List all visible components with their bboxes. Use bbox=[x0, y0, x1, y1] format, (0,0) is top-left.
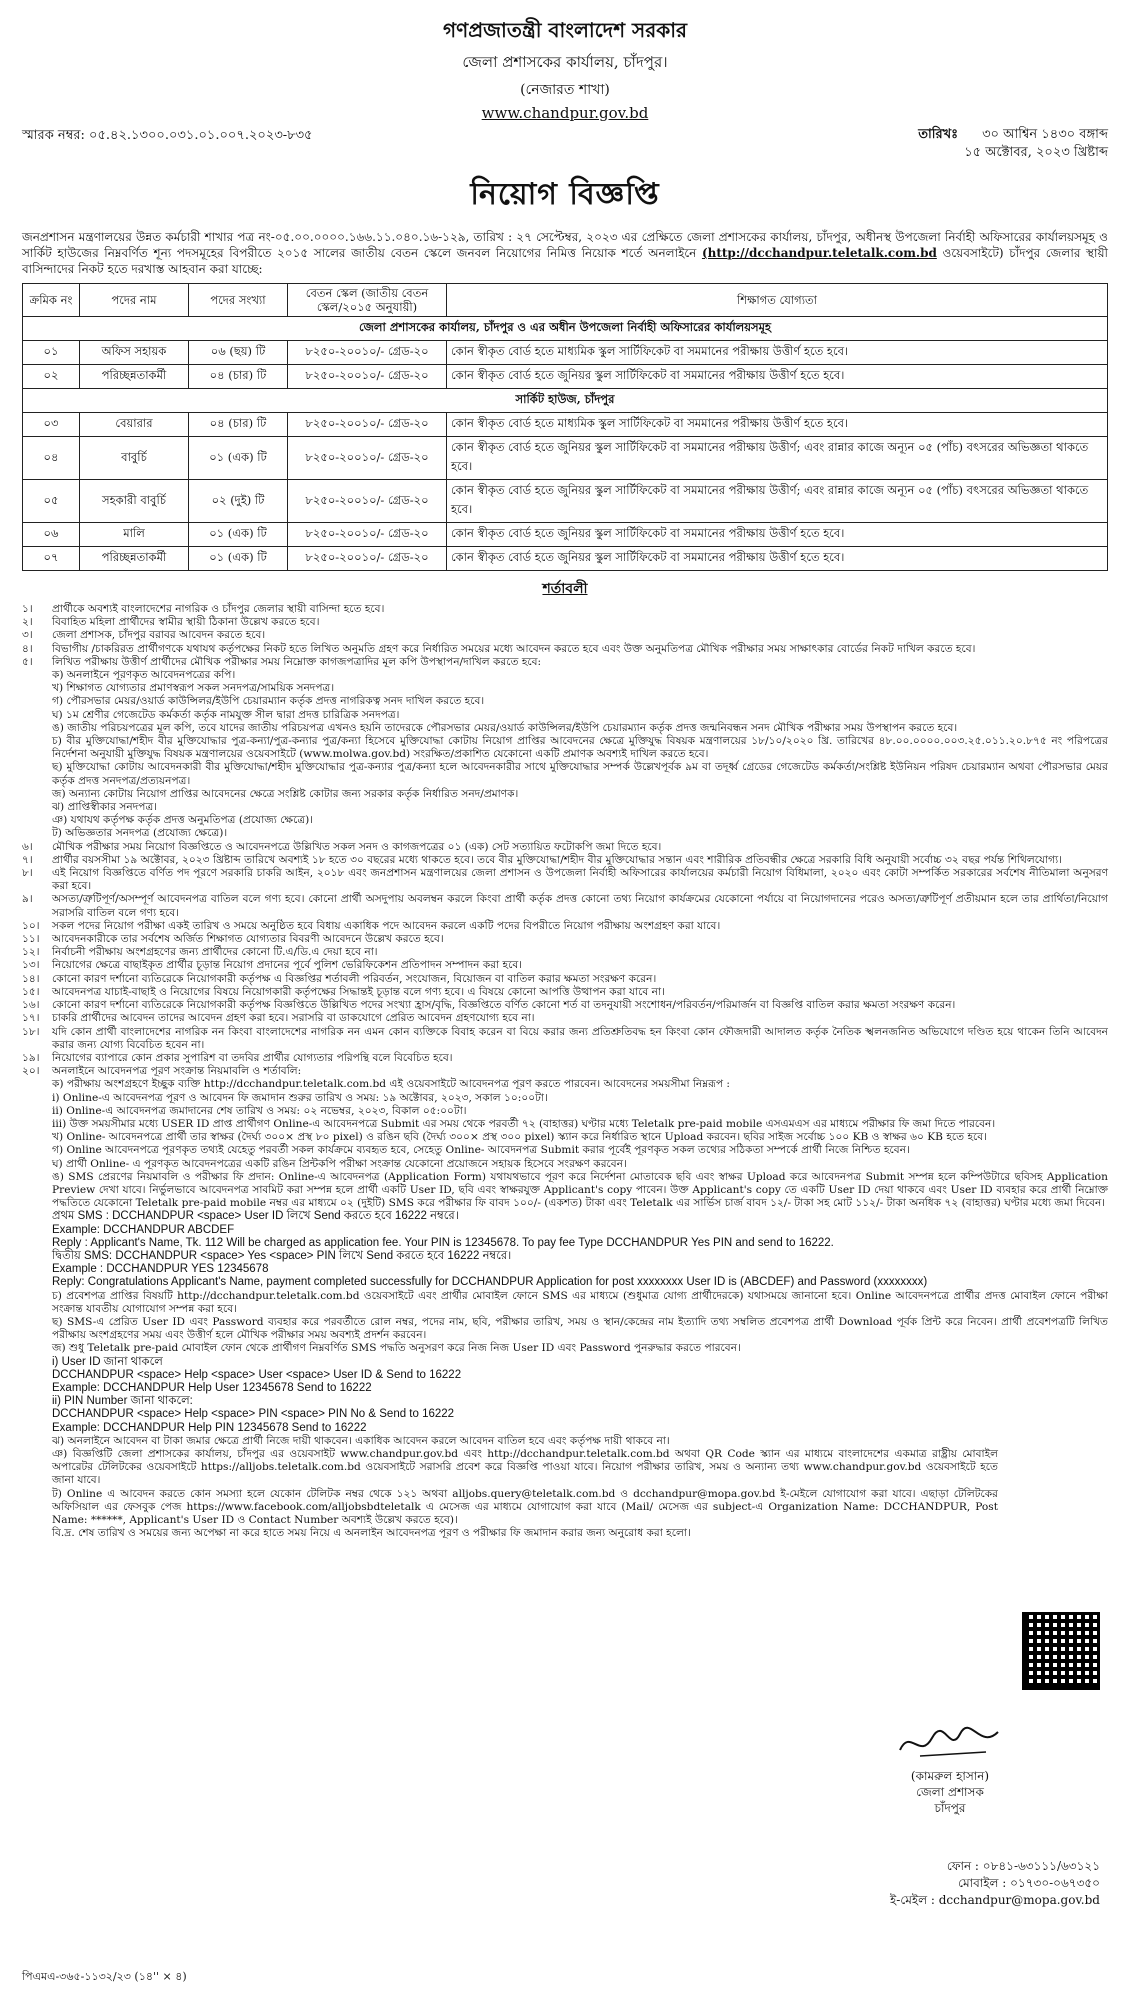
condition-item bbox=[22, 986, 1108, 999]
cell-post: অফিস সহায়ক bbox=[80, 341, 189, 365]
document-item: গ) পৌরসভার মেয়র/ওয়ার্ড কাউন্সিলর/ইউপি চেয়ারম্যান কর্তৃক প্রদত্ত নাগরিকত্ব সনদ দাখিল করতে হবে। bbox=[52, 695, 485, 708]
condition-number: ৪। bbox=[22, 642, 33, 655]
condition-text: যদি কোন প্রার্থী বাংলাদেশের নাগরিক নন কিংবা বাংলাদেশের নাগরিক নন এমন কোন ব্যক্তিকে বিবাহ করেন বা বিয়ে করার জন্য প্রতিশ্রুতিবদ্ধ হন কিংবা কোন ফৌজদারী আদালত কর্তৃক নৈতিক স্খলনজনিত অভিযোগে দণ্ডিত হয়ে থাকেন তিনি আবেদন করার জন্য যোগ্য বিবেচিত হবেন না। bbox=[52, 1025, 1108, 1051]
condition-item bbox=[22, 999, 1108, 1012]
intro-text: জনপ্রশাসন মন্ত্রণালয়ের উন্নত কর্মচারী শাখার পত্র নং-০৫.০০.০০০০.১৬৬.১১.০৪০.১৬-১২৯, তারিখ : ২৭ সেপ্টেম্বর, ২০২৩ এর প্রেক্ষিতে জেলা প্রশাসকের কার্যালয়, চাঁদপুর, অধীনস্থ উপজেলা নির্বাহী অফিসারের কার্যালয়সমূহ ও সার্কিট হাউজের নিম্নবর্ণিত শূন্য পদসমূহের বিপরীতে ২০১৫ সালের জাতীয় বেতন স্কেলে জনবল নিয়োগের নিমিত্ত নিয়োক শর্তে অনলাইনে bbox=[22, 230, 1108, 260]
condition-number: ১১। bbox=[22, 933, 40, 946]
document-item: খ) শিক্ষাগত যোগ্যতার প্রমাণস্বরূপ সকল সনদপত্র/সাময়িক সনদপত্র। bbox=[52, 682, 335, 695]
table-row bbox=[23, 413, 1108, 437]
cell-serial: ০২ bbox=[23, 365, 80, 389]
cell-scale: ৮২৫০-২০০১০/- গ্রেড-২০ bbox=[288, 437, 447, 480]
condition-text: মৌখিক পরীক্ষার সময় নিয়োগ বিজ্ঞপ্তিতে ও আবেদনপত্রে উল্লিখিত সকল সনদ ও কাগজপত্রের ০১ (এক) সেট সত্যায়িত ফটোকপি জমা দিতে হবে। bbox=[52, 840, 662, 853]
condition-item bbox=[22, 1026, 1108, 1052]
recover-user-title: i) User ID জানা থাকলে bbox=[52, 1355, 163, 1368]
contact-email[interactable]: ই-মেইল : dcchandpur@mopa.gov.bd bbox=[890, 1893, 1100, 1907]
condition-number: ১৬। bbox=[22, 999, 40, 1012]
print-code: পিএমএ-৩৬৫-১১৩২/২৩ (১৪'' × ৪) bbox=[22, 1970, 187, 1983]
online-rule: জ) শুধু Teletalk pre-paid মোবাইল ফোন থেকে প্রার্থীগণ নিম্নবর্ণিত SMS পদ্ধতি অনুসরণ করে নিজ নিজ User ID এবং Password পুনরুদ্ধার করতে পারবেন। bbox=[52, 1342, 741, 1355]
cell-qualification: কোন স্বীকৃত বোর্ড হতে জুনিয়র স্কুল সার্টিফিকেট বা সমমানের পরীক্ষায় উত্তীর্ণ হতে হবে। bbox=[447, 547, 1108, 571]
online-rule: iii) উক্ত সময়সীমার মধ্যে USER ID প্রাপ্ত প্রার্থীগণ Online-এ আবেদনপত্রে Submit এর সময় থেকে পরবর্তী ৭২ (বাহাত্তর) ঘণ্টার মধ্যে Teletalk pre-paid mobile এসএমএস এর মাধ্যমে পরীক্ষার ফি জমা দিতে পারবেন। bbox=[52, 1117, 996, 1130]
table-section-title: জেলা প্রশাসকের কার্যালয়, চাঁদপুর ও এর অধীন উপজেলা নির্বাহী অফিসারের কার্যালয়সমূহ bbox=[23, 317, 1108, 341]
condition-number: ১২। bbox=[22, 946, 40, 959]
condition-text: কোনো কারণ দর্শানো ব্যতিরেকে নিয়োগকারী কর্তৃপক্ষ বিজ্ঞপ্তিতে উল্লিখিত পদের সংখ্যা হ্রাস/বৃদ্ধি, বিজ্ঞপ্তিতে বর্ণিত কোনো শর্ত বা তদনুযায়ী সংশোধন/পরিবর্তন/পরিমার্জন বা বিজ্ঞপ্তি বাতিল করার ক্ষমতা সংরক্ষণ করেন। bbox=[52, 999, 956, 1012]
date-label: তারিখঃ bbox=[918, 127, 959, 142]
online-rule: ii) Online-এ আবেদনপত্র জমাদানের শেষ তারিখ ও সময়: ০২ নভেম্বর, ২০২৩, বিকাল ০৫:০০টা। bbox=[52, 1104, 467, 1117]
condition-item bbox=[22, 920, 1108, 933]
recover-pin-command: DCCHANDPUR <space> Help <space> PIN <space> PIN No & Send to 16222 bbox=[52, 1408, 455, 1421]
cell-scale: ৮২৫০-২০০১০/- গ্রেড-২০ bbox=[288, 480, 447, 523]
sms2-reply: Reply: Congratulations Applicant's Name, payment completed successfully for DCCHANDPUR Application for post xxxxxxxx User ID is (ABCDEF) and Password (xxxxxxxx) bbox=[52, 1276, 928, 1289]
table-row bbox=[23, 341, 1108, 365]
condition-number: ২০। bbox=[22, 1065, 40, 1078]
document-item: ক) অনলাইনে পূরণকৃত আবেদনপত্রের কপি। bbox=[52, 669, 236, 682]
cell-post: পরিচ্ছন্নতাকর্মী bbox=[80, 547, 189, 571]
website-link[interactable]: www.chandpur.gov.bd bbox=[481, 104, 649, 122]
table-header-row bbox=[23, 284, 1108, 317]
condition-text: চাকরি প্রার্থীদের আবেদন তাদের আবেদন গ্রহণ করা হবে। সরাসরি বা ডাকযোগে প্রেরিত আবেদন গ্রহণযোগ্য হবে না। bbox=[52, 1012, 535, 1025]
cell-post: বেয়ারার bbox=[80, 413, 189, 437]
cell-scale: ৮২৫০-২০০১০/- গ্রেড-২০ bbox=[288, 523, 447, 547]
condition-text: লিখিত পরীক্ষায় উত্তীর্ণ প্রার্থীদের মৌখিক পরীক্ষার সময় নিম্নোক্ত কাগজপত্রাদির মূল কপি উপস্থাপন/দাখিল করতে হবে: bbox=[52, 655, 542, 668]
cell-serial: ০৭ bbox=[23, 547, 80, 571]
sms1-reply: Reply : Applicant's Name, Tk. 112 Will be charged as application fee. Your PIN is 12345678. To pay fee Type DCCHANDPUR Yes PIN and send to 16222. bbox=[52, 1236, 834, 1249]
condition-item bbox=[22, 841, 1108, 854]
online-rule: বি.দ্র. শেষ তারিখ ও সময়ের জন্য অপেক্ষা না করে হাতে সময় নিয়ে এ অনলাইন আবেদনপত্র পূরণ ও পরীক্ষার ফি জমাদান করার জন্য অনুরোধ করা হলো। bbox=[52, 1527, 691, 1540]
sms2-label: দ্বিতীয় SMS: DCCHANDPUR <space> Yes <space> PIN লিখে Send করতে হবে 16222 নম্বরে। bbox=[52, 1249, 512, 1262]
signatory-name: (কামরুল হাসান) bbox=[910, 1769, 990, 1783]
col-post: পদের নাম bbox=[80, 284, 189, 317]
condition-item bbox=[22, 959, 1108, 972]
cell-count: ০২ (দুই) টি bbox=[189, 480, 288, 523]
cell-scale: ৮২৫০-২০০১০/- গ্রেড-২০ bbox=[288, 413, 447, 437]
online-rule: ট) Online এ আবেদন করতে কোন সমস্যা হলে যেকোন টেলিটক নম্বর থেকে ১২১ অথবা alljobs.query@teletalk.com.bd ও dcchandpur@mopa.gov.bd ই-মেইলে যোগাযোগ করা যাবে। এছাড়া টেলিটকের অফিসিয়াল এর ফেসবুক পেজ https://www.facebook.com/alljobsbdteletalk এ মেসেজ এর মাধ্যমে যোগাযোগ করা যাবে (Mail/ মেসেজ এর subject-এ Organization Name: DCCHANDPUR, Post Name: ******, Applicant's User ID ও Contact Number অবশ্যই উল্লেখ করতে হবে)। bbox=[52, 1487, 998, 1527]
cell-serial: ০৩ bbox=[23, 413, 80, 437]
memo-number: স্মারক নম্বর: ০৫.৪২.১৩০০.০৩১.০১.০০৭.২০২৩-৮৩৫ bbox=[22, 128, 313, 143]
condition-item bbox=[22, 854, 1108, 867]
signature-block bbox=[830, 1720, 1070, 1816]
condition-number: ১৮। bbox=[22, 1025, 40, 1038]
col-count: পদের সংখ্যা bbox=[189, 284, 288, 317]
condition-text: এই নিয়োগ বিজ্ঞপ্তিতে বর্ণিত পদ পূরণে সরকারি চাকরি আইন, ২০১৮ এবং জনপ্রশাসন মন্ত্রণালয়ের জেলা প্রশাসন ও উপজেলা নির্বাহী অফিসারের কার্যালয়ের কর্মচারী নিয়োগ বিধিমালা, ২০২০ এবং কোটা সম্পর্কিত সরকারের সর্বশেষ নীতিমালা অনুসরণ করা হবে। bbox=[52, 867, 1108, 893]
table-row bbox=[23, 523, 1108, 547]
condition-number: ১০। bbox=[22, 919, 40, 932]
cell-qualification: কোন স্বীকৃত বোর্ড হতে জুনিয়র স্কুল সার্টিফিকেট বা সমমানের পরীক্ষায় উত্তীর্ণ; এবং রান্নার কাজে অন্যূন ০৫ (পাঁচ) বৎসরের অভিজ্ঞতা থাকতে হবে। bbox=[447, 480, 1108, 523]
cell-qualification: কোন স্বীকৃত বোর্ড হতে মাধ্যমিক স্কুল সার্টিফিকেট বা সমমানের পরীক্ষায় উত্তীর্ণ হতে হবে। bbox=[447, 341, 1108, 365]
condition-item bbox=[22, 616, 1108, 629]
table-section-row bbox=[23, 389, 1108, 413]
condition-item bbox=[22, 867, 1108, 893]
date-english: ১৫ অক্টোবর, ২০২৩ খ্রিষ্টাব্দ bbox=[964, 145, 1108, 160]
cell-qualification: কোন স্বীকৃত বোর্ড হতে জুনিয়র স্কুল সার্টিফিকেট বা সমমানের পরীক্ষায় উত্তীর্ণ; এবং রান্নার কাজে অন্যূন ০৫ (পাঁচ) বৎসরের অভিজ্ঞতা থাকতে হবে। bbox=[447, 437, 1108, 480]
condition-item bbox=[22, 656, 1108, 669]
cell-post: বাবুর্চি bbox=[80, 437, 189, 480]
condition-text: সকল পদের নিয়োগ পরীক্ষা একই তারিখ ও সময়ে অনুষ্ঠিত হবে বিধায় একাধিক পদে আবেদন করলে একটি পদের বিপরীতে নিয়োগ পরীক্ষায় অংশগ্রহণ করা যাবে। bbox=[52, 919, 721, 932]
signature-icon bbox=[890, 1720, 1010, 1764]
document-item: ছ) মুক্তিযোদ্ধা কোটায় আবেদনকারী বীর মুক্তিযোদ্ধা/শহীদ মুক্তিযোদ্ধার পুত্র-কন্যার পুত্র/কন্যা হলে আবেদনকারীর সাথে মুক্তিযোদ্ধার সম্পর্ক উল্লেখপূর্বক ৯ম বা তদূর্ধ্ব গ্রেডের গেজেটেড কর্মকর্তা/সংশ্লিষ্ট ইউনিয়ন পরিষদ চেয়ারম্যান অথবা পৌরসভার মেয়র কর্তৃক প্রদত্ত সনদপত্র/প্রত্যয়নপত্র। bbox=[52, 761, 1108, 787]
online-rule: ঙ) SMS প্রেরণের নিয়মাবলি ও পরীক্ষার ফি প্রদান: Online-এ আবেদনপত্র (Application Form) যথাযথভাবে পূরণ করে নির্দেশনা মোতাবেক ছবি এবং স্বাক্ষর Upload করে আবেদনপত্র Submit সম্পন্ন হলে কম্পিউটারে ছবিসহ Application Preview দেখা যাবে। নির্ভুলভাবে আবেদনপত্র সাবমিট করা সম্পন্ন হলে প্রার্থী একটি User ID, ছবি এবং স্বাক্ষরযুক্ত Applicant's copy পাবেন। উক্ত Applicant's copy তে একটি User ID দেয়া থাকবে এবং User ID ব্যবহার করে প্রার্থী নিম্নোক্ত পদ্ধতিতে যেকোনো Teletalk pre-paid mobile নম্বর এর মাধ্যমে ০২ (দুইটি) SMS করে পরীক্ষার ফি বাবদ ১০০/- (একশত) টাকা এবং Teletalk এর সার্ভিস চার্জ বাবদ ১২/- টাকা সহ মোট ১১২/- টাকা অনধিক ৭২ (বাহাত্তর) ঘণ্টার মধ্যে জমা দিবেন। bbox=[52, 1170, 1108, 1210]
condition-number: ৫। bbox=[22, 655, 33, 668]
online-rule: ছ) SMS-এ প্রেরিত User ID এবং Password ব্যবহার করে পরবর্তীতে রোল নম্বর, পদের নাম, ছবি, পরীক্ষার তারিখ, সময় ও স্থান/কেন্দ্রের নাম ইত্যাদি তথ্য সম্বলিত প্রবেশপত্র প্রার্থী Download পূর্বক প্রিন্ট করে নিবেন। প্রার্থী প্রবেশপত্রটি লিখিত পরীক্ষায় অংশগ্রহণের সময় এবং উত্তীর্ণ হলে মৌখিক পরীক্ষার সময় অবশ্যই প্রদর্শন করবেন। bbox=[52, 1315, 1108, 1342]
online-rule: ঝ) অনলাইনে আবেদন বা টাকা জমার ক্ষেত্রে প্রার্থী নিজে দায়ী থাকবেন। একাধিক আবেদন করলে আবেদন বাতিল হবে এবং কর্তৃপক্ষ দায়ী থাকবে না। bbox=[52, 1434, 670, 1447]
recover-user-command: DCCHANDPUR <space> Help <space> User <space> User ID & Send to 16222 bbox=[52, 1368, 462, 1381]
condition-text: কোনো কারণ দর্শানো ব্যতিরেকে নিয়োগকারী কর্তৃপক্ষ এ বিজ্ঞপ্তির শর্তাবলী পরিবর্তন, সংযোজন, বিয়োজন বা বাতিল করার ক্ষমতা সংরক্ষণ করেন। bbox=[52, 972, 657, 985]
signatory-designation: জেলা প্রশাসক bbox=[916, 1785, 984, 1799]
cell-scale: ৮২৫০-২০০১০/- গ্রেড-২০ bbox=[288, 365, 447, 389]
recover-pin-example: Example: DCCHANDPUR Help PIN 12345678 Send to 16222 bbox=[52, 1421, 367, 1434]
document-item: ঝ) প্রাপ্তিস্বীকার সনদপত্র। bbox=[52, 801, 158, 814]
cell-count: ০৪ (চার) টি bbox=[189, 365, 288, 389]
date-bangla: ৩০ আশ্বিন ১৪৩০ বঙ্গাব্দ bbox=[982, 127, 1108, 142]
contact-mobile: মোবাইল : ০১৭৩০-০৬৭৩৫০ bbox=[958, 1876, 1100, 1890]
condition-item bbox=[22, 1065, 1108, 1078]
cell-qualification: কোন স্বীকৃত বোর্ড হতে জুনিয়র স্কুল সার্টিফিকেট বা সমমানের পরীক্ষায় উত্তীর্ণ হতে হবে। bbox=[447, 365, 1108, 389]
condition-number: ৬। bbox=[22, 840, 33, 853]
condition-text: আবেদনকারীকে তার সর্বশেষ অর্জিত শিক্ষাগত যোগ্যতার বিবরণী আবেদনে উল্লেখ করতে হবে। bbox=[52, 933, 444, 946]
online-rule: চ) প্রবেশপত্র প্রাপ্তির বিষয়টি http://dcchandpur.teletalk.com.bd ওয়েবসাইটে এবং প্রার্থীর মোবাইল ফোনে SMS এর মাধ্যমে (শুধুমাত্র যোগ্য প্রার্থীদেরকে) যথাসময়ে জানানো হবে। Online আবেদনপত্রে প্রার্থীর প্রদত্ত মোবাইল ফোনে পরীক্ষা সংক্রান্ত যাবতীয় যোগাযোগ সম্পন্ন করা হবে। bbox=[52, 1289, 1108, 1315]
sms1-example: Example: DCCHANDPUR ABCDEF bbox=[52, 1223, 235, 1236]
cell-count: ০৪ (চার) টি bbox=[189, 413, 288, 437]
branch-name: (নেজারত শাখা) bbox=[520, 82, 610, 98]
condition-text: বিভাগীয় /চাকরিরত প্রার্থীগণকে যথাযথ কর্তৃপক্ষের নিকট হতে লিখিত অনুমতি গ্রহণ করে নির্ধারিত সময়ের মধ্যে আবেদন করতে হবে এবং উক্ত অনুমতিপত্র মৌখিক পরীক্ষার সময় সাক্ষাৎকার বোর্ডের নিকট দাখিল করতে হবে। bbox=[52, 642, 976, 655]
document-item: ঘ) ১ম শ্রেণীর গেজেটেড কর্মকর্তা কর্তৃক নামযুক্ত সীল দ্বারা প্রদত্ত চারিত্রিক সনদপত্র। bbox=[52, 708, 400, 721]
online-rule: i) Online-এ আবেদনপত্র পূরণ ও আবেদন ফি জমাদান শুরুর তারিখ ও সময়: ১৯ অক্টোবর, ২০২৩, সকাল ১০:০০টা। bbox=[52, 1091, 548, 1104]
online-rule: ক) পরীক্ষায় অংশগ্রহণে ইচ্ছুক ব্যক্তি http://dcchandpur.teletalk.com.bd এই ওয়েবসাইটে আবেদনপত্র পূরণ করতে পারবেন। আবেদনের সময়সীমা নিম্নরূপ : bbox=[52, 1078, 730, 1091]
condition-text: অনলাইনে আবেদনপত্র পূরণ সংক্রান্ত নিয়মাবলি ও শর্তাবলি: bbox=[52, 1065, 302, 1078]
condition-number: ১৭। bbox=[22, 1012, 40, 1025]
cell-scale: ৮২৫০-২০০১০/- গ্রেড-২০ bbox=[288, 341, 447, 365]
online-rule: ঘ) প্রার্থী Online- এ পূরণকৃত আবেদনপত্রের একটি রঙিন প্রিন্টকপি পরীক্ষা সংক্রান্ত যেকোনো প্রয়োজনে সহায়ক হিসেবে সংরক্ষণ করবেন। bbox=[52, 1157, 627, 1170]
cell-qualification: কোন স্বীকৃত বোর্ড হতে মাধ্যমিক স্কুল সার্টিফিকেট বা সমমানের পরীক্ষায় উত্তীর্ণ হতে হবে। bbox=[447, 413, 1108, 437]
condition-number: ৯। bbox=[22, 893, 33, 906]
col-serial: ক্রমিক নং bbox=[23, 284, 80, 317]
condition-item bbox=[22, 946, 1108, 959]
condition-item bbox=[22, 1012, 1108, 1025]
document-item: চ) বীর মুক্তিযোদ্ধা/শহীদ বীর মুক্তিযোদ্ধার পুত্র-কন্যা/পুত্র-কন্যার পুত্র/কন্যা হিসেবে মুক্তিযোদ্ধা কোটায় নিয়োগ প্রাপ্তির আবেদনের ক্ষেত্রে মুক্তিযুদ্ধ বিষয়ক মন্ত্রণালয়ের ১৮/১০/২০২০ খ্রি. তারিখের ৪৮.০০.০০০০.০০৩.২৫.০১১.২০.৮৭৫ নং পরিপত্রের নির্দেশনা অনুযায়ী মুক্তিযুদ্ধ বিষয়ক মন্ত্রণালয়ের ওয়েবসাইটে (www.molwa.gov.bd) সংরক্ষিত/প্রকাশিত যেকোনো একটি প্রমাণক অবশ্যই দাখিল করতে হবে। bbox=[52, 735, 1108, 761]
condition-number: ৮। bbox=[22, 867, 33, 880]
document-item: ঙ) জাতীয় পরিচয়পত্রের মূল কপি, তবে যাদের জাতীয় পরিচয়পত্র এখনও হয়নি তাদেরকে পৌরসভার মেয়র/ওয়ার্ড কাউন্সিলর/ইউপি চেয়ারম্যান কর্তৃক প্রদত্ত জন্মনিবন্ধন সনদ মৌখিক পরীক্ষার সময় উপস্থাপন করতে হবে। bbox=[52, 721, 958, 734]
cell-count: ০১ (এক) টি bbox=[189, 437, 288, 480]
condition-item bbox=[22, 643, 1108, 656]
recover-pin-title: ii) PIN Number জানা থাকলে: bbox=[52, 1395, 193, 1408]
condition-item bbox=[22, 973, 1108, 986]
reference-row bbox=[22, 126, 1108, 162]
document-item: জ) অন্যান্য কোটায় নিয়োগ প্রাপ্তির আবেদনের ক্ষেত্রে সংশ্লিষ্ট কোটার জন্য সরকার কর্তৃক নির্ধারিত সনদ/প্রমাণক। bbox=[52, 787, 519, 800]
conditions-list bbox=[22, 603, 1108, 1540]
condition-text: অসত্য/ত্রুটিপূর্ণ/অসম্পূর্ণ আবেদনপত্র বাতিল বলে গণ্য হবে। কোনো প্রার্থী অসদুপায় অবলম্বন করলে কিংবা প্রার্থী কর্তৃক প্রদত্ত কোনো তথ্য নিয়োগ কার্যক্রমের যেকোনো পর্যায়ে বা নিয়োগদানের পরেও অসত্য/ত্রুটিপূর্ণ প্রতীয়মান হলে তার প্রার্থিতা/নিয়োগ সরাসরি বাতিল বলে গণ্য হবে। bbox=[52, 893, 1108, 919]
condition-text: প্রার্থীর বয়সসীমা ১৯ অক্টোবর, ২০২৩ খ্রিষ্টাব্দ তারিখে অবশ্যই ১৮ হতে ৩০ বছরের মধ্যে থাকতে হবে। তবে বীর মুক্তিযোদ্ধা/শহীদ বীর মুক্তিযোদ্ধার সন্তান এবং শারীরিক প্রতিবন্ধীর ক্ষেত্রে সরকারি বিধি অনুযায়ী সর্বোচ্চ ৩২ বছর পর্যন্ত শিথিলযোগ্য। bbox=[52, 853, 1062, 866]
table-section-row bbox=[23, 317, 1108, 341]
government-name: গণপ্রজাতন্ত্রী বাংলাদেশ সরকার bbox=[443, 18, 687, 42]
letterhead bbox=[22, 16, 1108, 122]
condition-text: নির্বাচনী পরীক্ষায় অংশগ্রহণের জন্য প্রার্থীদের কোনো টি.এ/ডি.এ দেয়া হবে না। bbox=[52, 946, 378, 959]
condition-item bbox=[22, 893, 1108, 919]
online-rule: খ) Online- আবেদনপত্রে প্রার্থী তার স্বাক্ষর (দৈর্ঘ্য ৩০০× প্রস্থ ৮০ pixel) ও রঙিন ছবি (দৈর্ঘ্য ৩০০× প্রস্থ ৩০০ pixel) স্ক্যান করে নির্ধারিত স্থানে Upload করবেন। ছবির সাইজ সর্বোচ্চ ১০০ KB ও স্বাক্ষর ৬০ KB হতে হবে। bbox=[52, 1131, 987, 1144]
table-row bbox=[23, 480, 1108, 523]
cell-serial: ০৬ bbox=[23, 523, 80, 547]
vacancy-table bbox=[22, 283, 1108, 571]
condition-number: ১। bbox=[22, 603, 33, 615]
cell-post: পরিচ্ছন্নতাকর্মী bbox=[80, 365, 189, 389]
intro-tail: ওয়েবসাইটে) চাঁদপুর জেলার স্থায়ী বাসিন্দাদের নিকট হতে দরখাস্ত আহবান করা যাচ্ছে: bbox=[22, 246, 1108, 276]
sms1-label: প্রথম SMS : DCCHANDPUR <space> User ID লিখে Send করতে হবে 16222 নম্বরে। bbox=[52, 1210, 459, 1223]
condition-item bbox=[22, 1052, 1108, 1065]
condition-text: আবেদনপত্র যাচাই-বাছাই ও নিয়োগের বিষয়ে নিয়োগকারী কর্তৃপক্ষের সিদ্ধান্তই চূড়ান্ত বলে গণ্য হবে। এ বিষয়ে কোনো আপত্তি উত্থাপন করা যাবে না। bbox=[52, 985, 665, 998]
condition-number: ২। bbox=[22, 616, 33, 629]
condition-number: ৩। bbox=[22, 629, 33, 642]
cell-serial: ০১ bbox=[23, 341, 80, 365]
condition-text: প্রার্থীকে অবশ্যই বাংলাদেশের নাগরিক ও চাঁদপুর জেলার স্থায়ী বাসিন্দা হতে হবে। bbox=[52, 603, 385, 615]
cell-count: ০১ (এক) টি bbox=[189, 523, 288, 547]
table-section-title: সার্কিট হাউজ, চাঁদপুর bbox=[23, 389, 1108, 413]
office-name: জেলা প্রশাসকের কার্যালয়, চাঁদপুর। bbox=[462, 53, 668, 71]
cell-serial: ০৪ bbox=[23, 437, 80, 480]
condition-item bbox=[22, 629, 1108, 642]
cell-post: মালি bbox=[80, 523, 189, 547]
conditions-title: শর্তাবলী bbox=[542, 581, 588, 597]
condition-number: ১৯। bbox=[22, 1051, 40, 1064]
table-row bbox=[23, 437, 1108, 480]
table-row bbox=[23, 365, 1108, 389]
online-rule: গ) Online আবেদনপত্রে পূরণকৃত তথ্যই যেহেতু পরবর্তী সকল কার্যক্রমে ব্যবহৃত হবে, সেহেতু Online- আবেদনপত্র Submit করার পূর্বেই পূরণকৃত সকল তথ্যের সঠিকতা সম্পর্কে প্রার্থী নিজে নিশ্চিত হবেন। bbox=[52, 1144, 910, 1157]
teletalk-link[interactable]: (http://dcchandpur.teletalk.com.bd bbox=[701, 246, 937, 260]
contact-phone: ফোন : ০৮৪১-৬৩১১১/৬৩১২১ bbox=[946, 1859, 1100, 1873]
condition-number: ১৩। bbox=[22, 959, 40, 972]
online-rule: ঞ) বিজ্ঞপ্তিটি জেলা প্রশাসকের কার্যালয়, চাঁদপুর এর ওয়েবসাইট www.chandpur.gov.bd এবং http://dcchandpur.teletalk.com.bd অথবা QR Code স্ক্যান এর মাধ্যমে বাংলাদেশের একমাত্র রাষ্ট্রীয় মোবাইল অপারেটর টেলিটকের ওয়েবসাইটে https://alljobs.teletalk.com.bd ওয়েবসাইটে সরাসরি প্রবেশ করে বিজ্ঞপ্তি পাওয়া যাবে। নিয়োগ পরীক্ষার তারিখ, সময় ও অন্যান্য তথ্য www.chandpur.gov.bd ওয়েবসাইটে হতে জানা যাবে। bbox=[52, 1448, 998, 1487]
col-scale: বেতন স্কেল (জাতীয় বেতন স্কেল/২০১৫ অনুযায়ী) bbox=[288, 284, 447, 317]
table-row bbox=[23, 547, 1108, 571]
condition-text: নিয়োগের ক্ষেত্রে বাছাইকৃত প্রার্থীর চূড়ান্ত নিয়োগ প্রদানের পূর্বে পুলিশ ভেরিফিকেশন প্রতিপাদন সম্পাদন করা হবে। bbox=[52, 959, 523, 972]
col-qualification: শিক্ষাগত যোগ্যতা bbox=[447, 284, 1108, 317]
document-item: ঞ) যথাযথ কর্তৃপক্ষ কর্তৃক প্রদত্ত অনুমতিপত্র (প্রযোজ্য ক্ষেত্রে)। bbox=[52, 814, 314, 827]
cell-serial: ০৫ bbox=[23, 480, 80, 523]
cell-count: ০৬ (ছয়) টি bbox=[189, 341, 288, 365]
recover-user-example: Example: DCCHANDPUR Help User 12345678 Send to 16222 bbox=[52, 1381, 372, 1394]
intro-paragraph bbox=[22, 229, 1108, 277]
notice-title: নিয়োগ বিজ্ঞপ্তি bbox=[470, 177, 660, 212]
condition-item bbox=[22, 933, 1108, 946]
signatory-place: চাঁদপুর bbox=[934, 1801, 966, 1815]
date-block bbox=[918, 126, 1108, 162]
condition-text: জেলা প্রশাসক, চাঁদপুর বরাবর আবেদন করতে হবে। bbox=[52, 629, 266, 642]
cell-scale: ৮২৫০-২০০১০/- গ্রেড-২০ bbox=[288, 547, 447, 571]
qr-code-icon[interactable] bbox=[1022, 1612, 1100, 1690]
condition-item bbox=[22, 603, 1108, 616]
condition-text: নিয়োগের ব্যাপারে কোন প্রকার সুপারিশ বা তদবির প্রার্থীর যোগ্যতার পরিপন্থি বলে বিবেচিত হবে। bbox=[52, 1051, 453, 1064]
cell-count: ০১ (এক) টি bbox=[189, 547, 288, 571]
contact-block bbox=[770, 1858, 1100, 1909]
condition-text: বিবাহিত মহিলা প্রার্থীদের স্বামীর স্থায়ী ঠিকানা উল্লেখ করতে হবে। bbox=[52, 616, 320, 629]
condition-number: ৭। bbox=[22, 853, 33, 866]
document-item: ট) অভিজ্ঞতার সনদপত্র (প্রযোজ্য ক্ষেত্রে)। bbox=[52, 827, 228, 840]
cell-qualification: কোন স্বীকৃত বোর্ড হতে জুনিয়র স্কুল সার্টিফিকেট বা সমমানের পরীক্ষায় উত্তীর্ণ হতে হবে। bbox=[447, 523, 1108, 547]
condition-number: ১৫। bbox=[22, 985, 40, 998]
cell-post: সহকারী বাবুর্চি bbox=[80, 480, 189, 523]
condition-number: ১৪। bbox=[22, 972, 40, 985]
sms2-example: Example : DCCHANDPUR YES 12345678 bbox=[52, 1263, 269, 1276]
